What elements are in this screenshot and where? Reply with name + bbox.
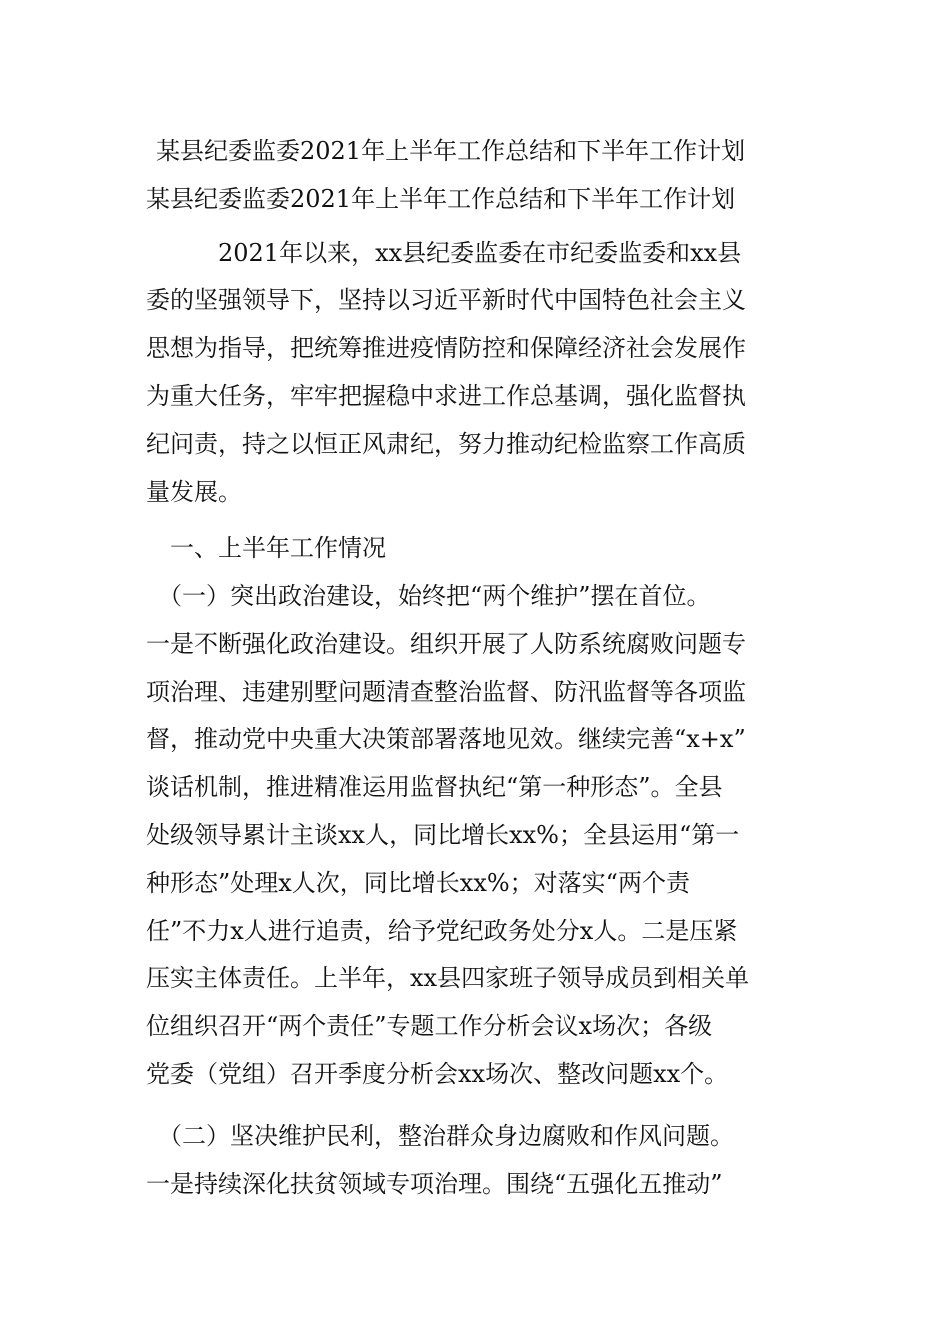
section-heading: 一、上半年工作情况 xyxy=(146,534,386,562)
paragraph-line: 2021年以来，xx县纪委监委在市纪委监委和xx县 xyxy=(146,239,742,267)
paragraph-line: 量发展。 xyxy=(146,478,242,506)
paragraph-line: 一是持续深化扶贫领域专项治理。围绕“五强化五推动” xyxy=(146,1170,723,1198)
paragraph-line: 党委（党组）召开季度分析会xx场次、整改问题xx个。 xyxy=(146,1060,729,1088)
paragraph-line: 位组织召开“两个责任”专题工作分析会议x场次；各级 xyxy=(146,1012,713,1040)
paragraph-line: 任”不力x人进行追责，给予党纪政务处分x人。二是压紧 xyxy=(146,917,738,945)
paragraph-line: 为重大任务，牢牢把握稳中求进工作总基调，强化监督执 xyxy=(146,382,746,410)
subsection-heading: （一）突出政治建设，始终把“两个维护”摆在首位。 xyxy=(146,582,711,610)
paragraph-line: 纪问责，持之以恒正风肃纪，努力推动纪检监察工作高质 xyxy=(146,430,746,458)
paragraph-line: 思想为指导，把统筹推进疫情防控和保障经济社会发展作 xyxy=(146,334,746,362)
paragraph-line: 种形态”处理x人次，同比增长xx%；对落实“两个责 xyxy=(146,869,690,897)
subsection-heading: （二）坚决维护民利，整治群众身边腐败和作风问题。 xyxy=(146,1122,734,1150)
paragraph-line: 处级领导累计主谈xx人，同比增长xx%；全县运用“第一 xyxy=(146,821,740,849)
paragraph-line: 一是不断强化政治建设。组织开展了人防系统腐败问题专 xyxy=(146,630,746,658)
paragraph-line: 委的坚强领导下，坚持以习近平新时代中国特色社会主义 xyxy=(146,286,746,314)
paragraph-line: 谈话机制，推进精准运用监督执纪“第一种形态”。全县 xyxy=(146,773,723,801)
document-title-repeat: 某县纪委监委2021年上半年工作总结和下半年工作计划 xyxy=(146,185,736,213)
document-title: 某县纪委监委2021年上半年工作总结和下半年工作计划 xyxy=(156,137,746,165)
paragraph-line: 压实主体责任。上半年，xx县四家班子领导成员到相关单 xyxy=(146,964,750,992)
paragraph-line: 项治理、违建别墅问题清查整治监督、防汛监督等各项监 xyxy=(146,678,746,706)
paragraph-line: 督，推动党中央重大决策部署落地见效。继续完善“x+x” xyxy=(146,725,746,753)
